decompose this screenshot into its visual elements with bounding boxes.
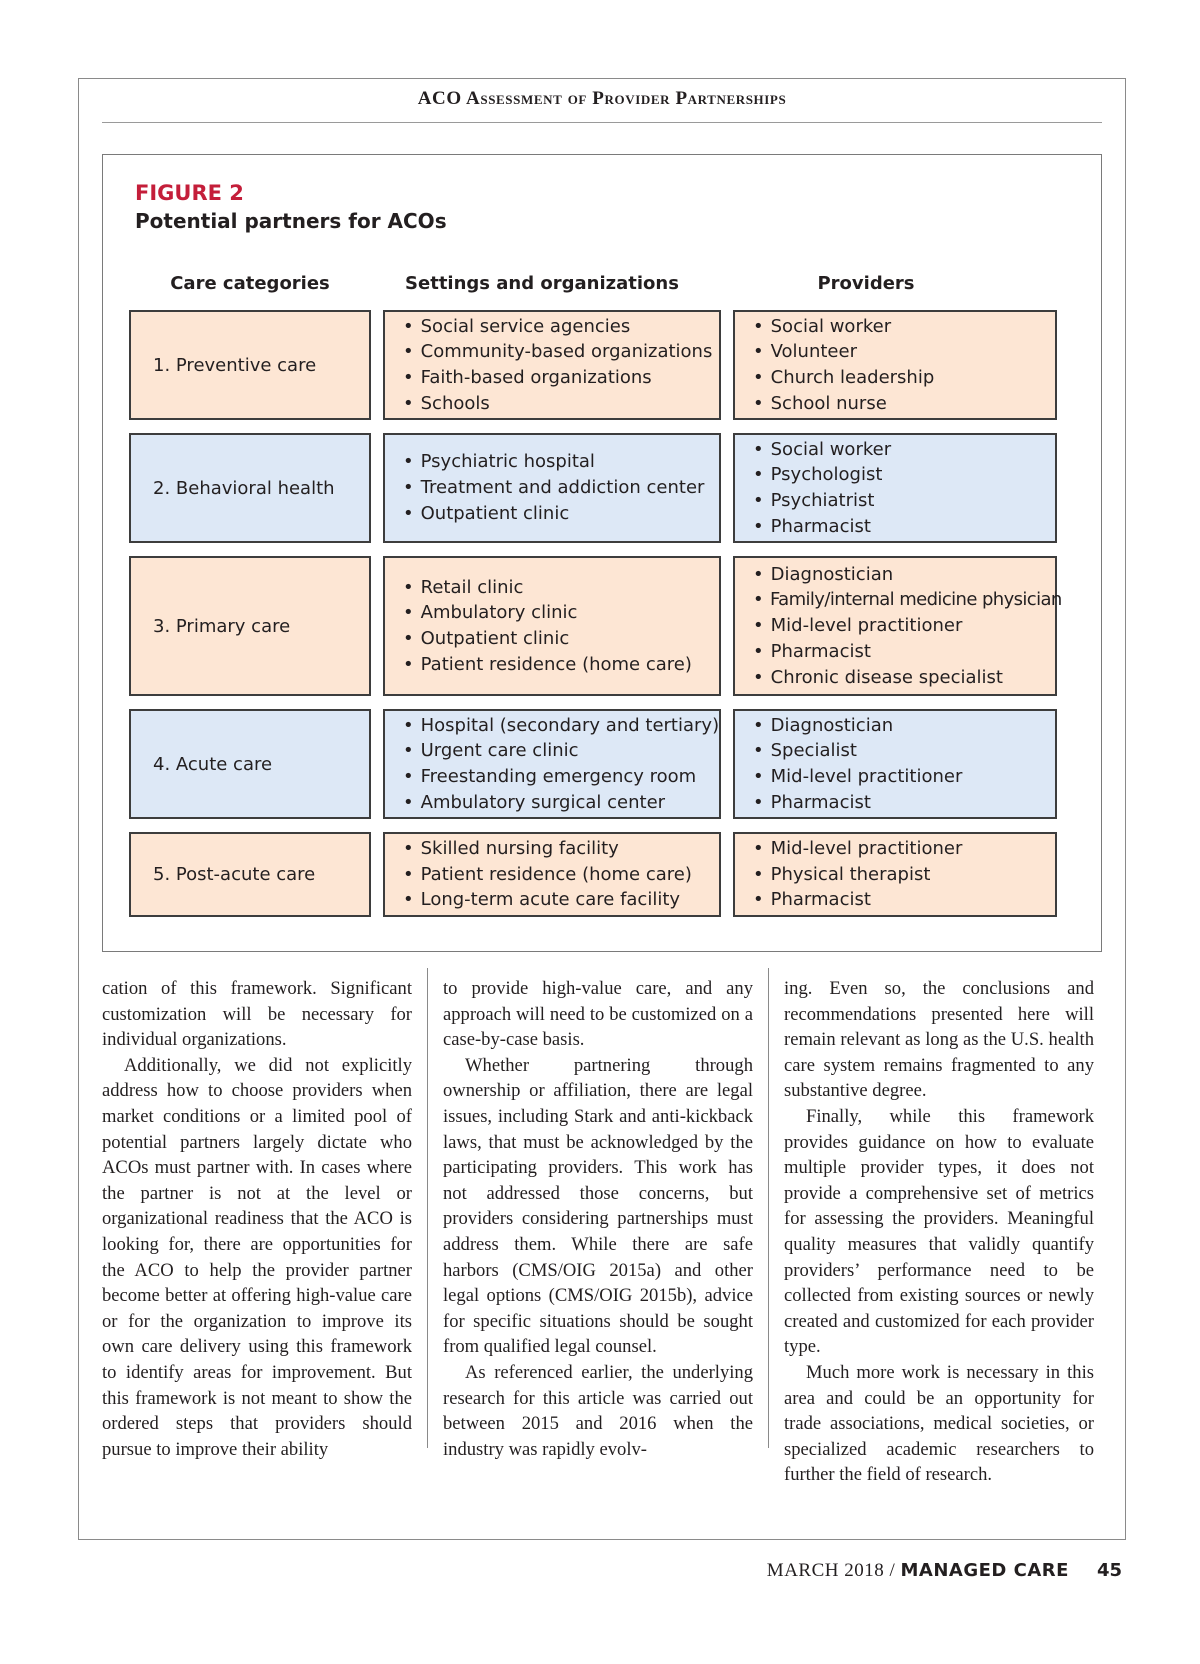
list-item: • Social worker — [753, 437, 1055, 463]
paragraph: to provide high-value care, and any approach will need to be customized on a case-by-case basis. — [443, 978, 753, 1051]
list-item: • Social service agencies — [403, 314, 719, 340]
row-2-providers-cell — [733, 433, 1057, 543]
row-2-category: 2. Behavioral health — [153, 477, 335, 499]
row-1-providers-cell — [733, 310, 1057, 420]
list-item: • Mid-level practitioner — [753, 764, 1055, 790]
list-item: • Pharmacist — [753, 639, 1055, 665]
paragraph: Finally, while this framework provides guidance on how to evaluate multiple provider types, it does not provide a comprehensive set of metrics for assessing the providers. Meaningful quality measures that validly quantify providers’ performance need to be collected from existing sources or newly created and customized for each provider type. — [784, 1105, 1094, 1358]
row-3-providers-cell — [733, 556, 1062, 696]
list-item: • Treatment and addiction center — [403, 475, 719, 501]
body-column-1 — [102, 976, 412, 1462]
list-item: • Psychologist — [753, 462, 1055, 488]
list-item: • Pharmacist — [753, 514, 1055, 540]
list-item: • Volunteer — [753, 339, 1055, 365]
list-item: • School nurse — [753, 391, 1055, 417]
column-rule — [427, 968, 428, 1448]
list-item: • Psychiatric hospital — [403, 449, 719, 475]
list-item: • Long-term acute care facility — [403, 887, 719, 913]
paragraph: Additionally, we did not explicitly address how to choose providers when market conditions or a limited pool of potential partners largely dictate who ACOs must partner with. In cases where the partner is not at the level or organizational readiness that the ACO is looking for, there are opportunities for the ACO to help the provider partner become better at offering high-value care or for the organization to improve its own care delivery using this framework to identify areas for improvement. But this framework is not meant to show the ordered steps that providers should pursue to improve their ability — [102, 1054, 412, 1460]
paragraph: cation of this framework. Significant customization will be necessary for individual organizations. — [102, 978, 412, 1051]
list-item: • Patient residence (home care) — [403, 862, 719, 888]
figure-label: FIGURE 2 — [135, 181, 244, 205]
list-item: • Diagnostician — [753, 713, 1055, 739]
issue-date: MARCH 2018 / — [766, 1560, 901, 1581]
body-column-3 — [784, 976, 1094, 1488]
list-item: • Mid-level practitioner — [753, 836, 1055, 862]
list-item: • Ambulatory surgical center — [403, 790, 719, 816]
row-1-category-cell — [129, 310, 371, 420]
row-4-category: 4. Acute care — [153, 753, 273, 775]
list-item: • Retail clinic — [403, 575, 719, 601]
list-item: • Mid-level practitioner — [753, 613, 1055, 639]
publication-name: MANAGED CARE — [900, 1560, 1069, 1581]
list-item: • Chronic disease specialist — [753, 665, 1055, 691]
running-head: ACO Assessment of Provider Partnerships — [417, 88, 787, 109]
row-3-category-cell — [129, 556, 371, 696]
page-footer — [767, 1560, 1122, 1582]
list-item: • Freestanding emergency room — [403, 764, 719, 790]
page-number: 45 — [1096, 1560, 1122, 1581]
running-head-rule — [102, 122, 1102, 123]
row-4-settings-cell — [383, 709, 721, 819]
column-rule — [768, 968, 769, 1448]
list-item: • Faith-based organizations — [403, 365, 719, 391]
row-5-category: 5. Post-acute care — [153, 864, 316, 885]
row-4-category-cell — [129, 709, 371, 819]
row-5-settings-cell — [383, 832, 721, 917]
list-item: • Specialist — [753, 738, 1055, 764]
list-item: • Community-based organizations — [403, 339, 719, 365]
list-item: • Psychiatrist — [753, 488, 1055, 514]
row-4-providers-cell — [733, 709, 1057, 819]
column-header-settings: Settings and organizations — [405, 273, 679, 294]
row-2-settings-cell — [383, 433, 721, 543]
list-item: • Hospital (secondary and tertiary) — [403, 713, 719, 739]
row-5-category-cell — [129, 832, 371, 917]
list-item: • Schools — [403, 391, 719, 417]
paragraph: Much more work is necessary in this area and could be an opportunity for trade associations, medical societies, or specialized academic researchers to further the field of research. — [784, 1361, 1094, 1486]
list-item: • Patient residence (home care) — [403, 652, 719, 678]
row-2-category-cell — [129, 433, 371, 543]
list-item: • Physical therapist — [753, 862, 1055, 888]
paragraph: ing. Even so, the conclusions and recommendations presented here will remain relevant as long as the U.S. health care system remains fragmented to any substantive degree. — [784, 978, 1094, 1102]
list-item: • Urgent care clinic — [403, 738, 719, 764]
row-3-category: 3. Primary care — [153, 615, 291, 637]
list-item: • Church leadership — [753, 365, 1055, 391]
list-item: • Skilled nursing facility — [403, 836, 719, 862]
list-item: • Pharmacist — [753, 887, 1055, 913]
list-item: • Diagnostician — [753, 562, 1055, 588]
row-5-providers-cell — [733, 832, 1057, 917]
body-column-2 — [443, 976, 753, 1462]
row-3-settings-cell — [383, 556, 721, 696]
list-item: • Social worker — [753, 314, 1055, 340]
list-item: • Outpatient clinic — [403, 501, 719, 527]
column-header-care-categories: Care categories — [170, 273, 330, 294]
list-item: • Pharmacist — [753, 790, 1055, 816]
list-item: • Outpatient clinic — [403, 626, 719, 652]
row-1-settings-cell — [383, 310, 721, 420]
paragraph: As referenced earlier, the underlying research for this article was carried out between 2015 and 2016 when the industry was rapidly evolv- — [443, 1361, 753, 1460]
list-item: • Family/internal medicine physician — [753, 587, 1055, 613]
row-1-category: 1. Preventive care — [153, 354, 317, 376]
figure-title: Potential partners for ACOs — [135, 209, 447, 233]
paragraph: Whether partnering through ownership or affiliation, there are legal issues, including Stark and anti-kickback laws, that must be acknowledged by the participating providers. This work has not addressed those concerns, but providers considering partnerships must address them. While there are safe harbors (CMS/OIG 2015a) and other legal options (CMS/OIG 2015b), advice for specific situations should be sought from qualified legal counsel. — [443, 1054, 753, 1358]
figure-box — [102, 154, 1102, 952]
column-header-providers: Providers — [817, 273, 915, 294]
list-item: • Ambulatory clinic — [403, 600, 719, 626]
